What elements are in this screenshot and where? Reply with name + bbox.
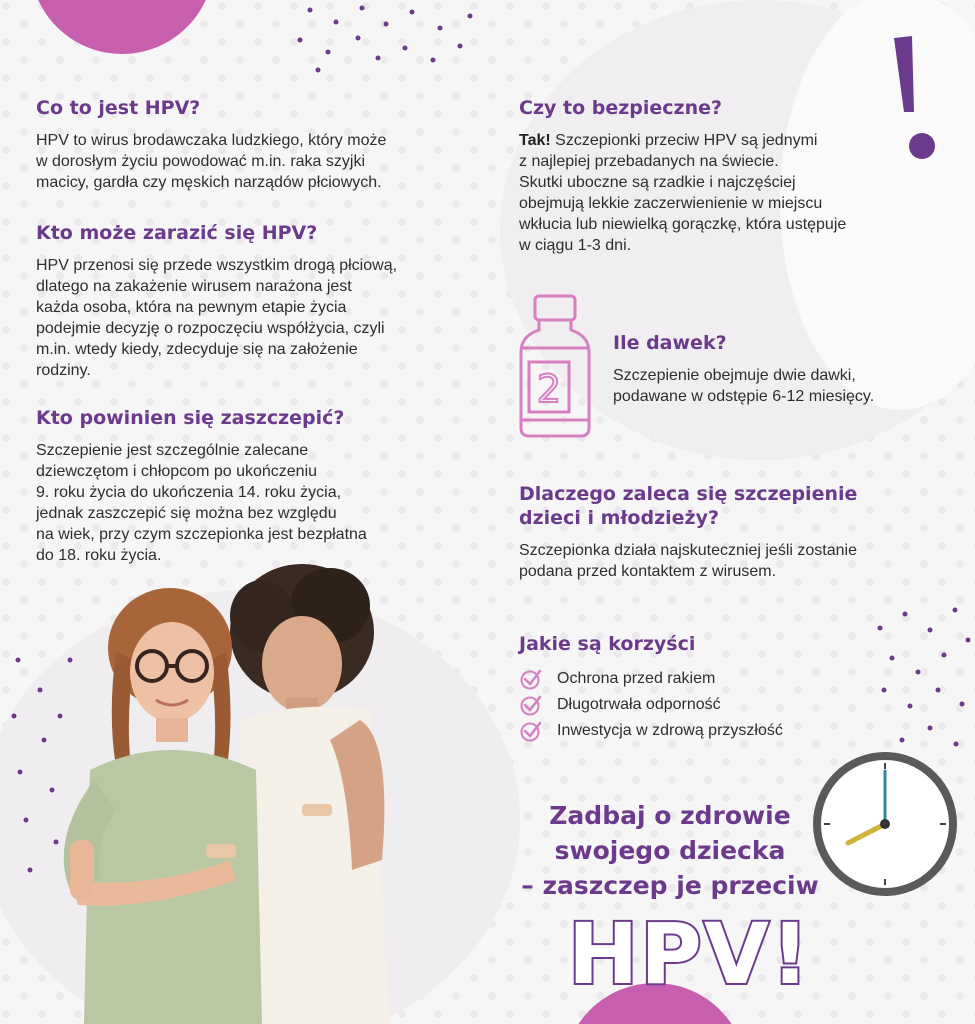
heading-who-can-infect: Kto może zarazić się HPV? [36, 222, 318, 244]
list-item: Długotrwała odporność [519, 692, 959, 718]
check-icon [519, 694, 543, 716]
vaccine-vial-icon [515, 292, 595, 440]
section-is-it-safe [519, 96, 959, 256]
section-who-should-vaccinate [36, 406, 476, 566]
heading-how-many-doses: Ile dawek? [613, 332, 727, 354]
heading-is-it-safe: Czy to bezpieczne? [519, 97, 723, 119]
list-item: Inwestycja w zdrową przyszłość [519, 718, 959, 744]
text-who-should-vaccinate: Szczepienie jest szczególnie zalecane dziewczętom i chłopcom po ukończeniu 9. roku życia do ukończenia 14. roku życia, jednak zaszczepić się można bez względu na wiek, przy czym szczepionka jest bezpłatna do 18. roku życia. [36, 442, 367, 564]
section-how-many-doses [613, 331, 953, 407]
yes-emphasis: Tak! [519, 132, 551, 149]
heading-what-is-hpv: Co to jest HPV? [36, 97, 201, 119]
list-item: Ochrona przed rakiem [519, 666, 959, 692]
clock-icon [810, 749, 960, 899]
text-who-can-infect: HPV przenosi się przede wszystkim drogą płciową, dlatego na zakażenie wirusem narażona jest każda osoba, która na pewnym etapie życia podejmie decyzję o rozpoczęciu współżycia, czyli m.in. wtedy kiedy, zdecyduje się na założenie rodziny. [36, 257, 398, 379]
check-icon [519, 668, 543, 690]
vial-number: 2 [536, 367, 562, 411]
heading-why-recommended: Dlaczego zaleca się szczepienie dzieci i młodzieży? [519, 483, 858, 529]
check-icon [519, 720, 543, 742]
section-who-can-infect [36, 221, 476, 381]
text-what-is-hpv: HPV to wirus brodawczaka ludzkiego, który może w dorosłym życiu powodować m.in. raka szyjki macicy, gardła czy męskich narządów płciowych. [36, 132, 387, 191]
children-photo [30, 560, 400, 1024]
section-what-is-hpv [36, 96, 476, 193]
slogan: Zadbaj o zdrowie swojego dziecka – zaszczep je przeciw [521, 801, 819, 900]
heading-benefits: Jakie są korzyści [519, 633, 696, 655]
text-how-many-doses: Szczepienie obejmuje dwie dawki, podawane w odstępie 6-12 miesięcy. [613, 367, 875, 405]
benefits-list [519, 666, 959, 744]
section-benefits [519, 632, 959, 744]
text-why-recommended: Szczepionka działa najskuteczniej jeśli zostanie podana przed kontaktem z wirusem. [519, 542, 857, 580]
hpv-big-title: HPV! [568, 905, 812, 1003]
heading-who-should-vaccinate: Kto powinien się zaszczepić? [36, 407, 345, 429]
text-is-it-safe: Tak! Szczepionki przeciw HPV są jednymi z najlepiej przebadanych na świecie. Skutki uboczne są rzadkie i najczęściej obejmują lekkie zaczerwienienie w miejscu wkłucia lub niewielką gorączkę, która ustępuje w ciągu 1-3 dni. [519, 132, 847, 254]
section-why-recommended [519, 482, 959, 582]
